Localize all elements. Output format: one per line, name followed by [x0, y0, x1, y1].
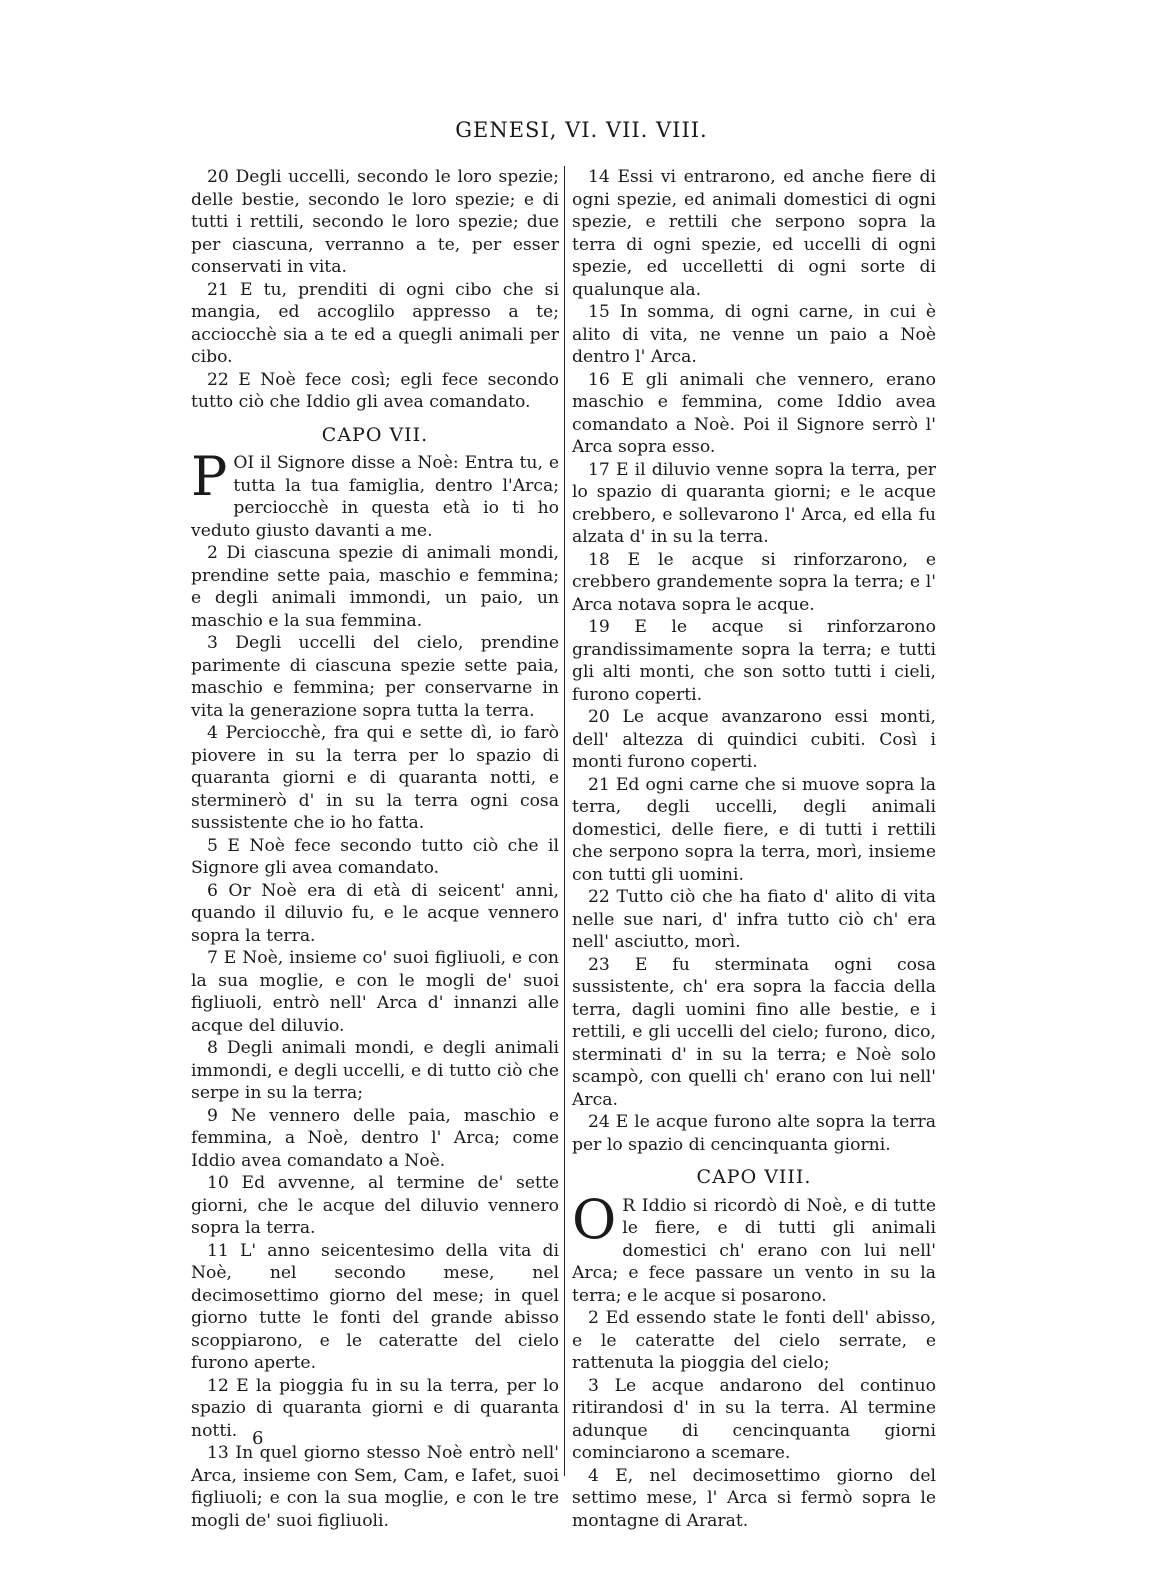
verse: 16 E gli animali che vennero, erano maschio e femmina, come Iddio avea comandato a Noè. Poi il Signore serrò l' Arca sopra esso.: [572, 369, 936, 457]
chapter-title: CAPO VIII.: [696, 1166, 812, 1188]
verse: 20 Le acque avanzarono essi monti, dell' altezza di quindici cubiti. Così i monti furono coperti.: [572, 707, 936, 772]
verse: 18 E le acque si rinforzarono, e crebbero grandemente sopra la terra; e l' Arca notava sopra le acque.: [572, 549, 936, 615]
verse: 5 E Noè fece secondo tutto ciò che il Signore gli avea comandato.: [191, 835, 559, 878]
verse: 23 E fu sterminata ogni cosa sussistente, ch' era sopra la faccia della terra, dagli uomini fino alle bestie, e i rettili, e gli uccelli del cielo; furono, dico, sterminati d' in su la terra; e Noè solo scampò, con quelli ch' erano con lui nell' Arca.: [572, 954, 936, 1110]
verse: 2 Di ciascuna spezie di animali mondi, prendine sette paia, maschio e femmina; e degli animali immondi, un paio, un maschio e la sua femmina.: [191, 543, 559, 631]
verse: 20 Degli uccelli, secondo le loro spezie; delle bestie, secondo le loro spezie; e di tutti i rettili, secondo le loro spezie; due per ciascuna, verranno a te, per esser conservati in vita.: [191, 167, 559, 277]
verse: 12 E la pioggia fu in su la terra, per lo spazio di quaranta giorni e di quaranta notti.: [191, 1375, 559, 1441]
signature-mark: 6: [252, 1428, 264, 1449]
verse: 24 E le acque furono alte sopra la terra per lo spazio di cencinquanta giorni.: [572, 1112, 936, 1155]
verse: 15 In somma, di ogni carne, in cui è alito di vita, ne venne un paio a Noè dentro l' Arca.: [572, 302, 936, 367]
verse: 4 Perciocchè, fra qui e sette dì, io farò piovere in su la terra per lo spazio di quaranta giorni e di quaranta notti, e sterminerò d' in su la terra ogni cosa sussistente che io ho fatta.: [191, 723, 559, 833]
verse: 13 In quel giorno stesso Noè entrò nell' Arca, insieme con Sem, Cam, e Iafet, suoi figliuoli; e con la sua moglie, e con le tre mogli de' suoi figliuoli.: [191, 1443, 559, 1531]
chapter-opening-text: R Iddio si ricordò di Noè, e di tutte le fiere, e di tutti gli animali domestici ch' erano con lui nell' Arca; e fece passare un vento in su la terra; e le acque si posarono.: [572, 1195, 936, 1306]
chapter-opening-paragraph: [191, 445, 559, 542]
verse: 7 E Noè, insieme co' suoi figliuoli, e con la sua moglie, e con le mogli de' suoi figliuoli, entrò nell' Arca d' innanzi alle acque del diluvio.: [191, 948, 559, 1036]
verse: 22 E Noè fece così; egli fece secondo tutto ciò che Iddio gli avea comandato.: [191, 369, 559, 412]
verse: 3 Le acque andarono del continuo ritirandosi d' in su la terra. Al termine adunque di cencinquanta giorni cominciarono a scemare.: [572, 1375, 936, 1463]
verse: 2 Ed essendo state le fonti dell' abisso, e le cateratte del cielo serrate, e rattenuta la pioggia del cielo;: [572, 1308, 936, 1373]
verse: 22 Tutto ciò che ha fiato d' alito di vita nelle sue nari, d' infra tutto ciò ch' era nell' asciutto, morì.: [572, 887, 936, 952]
verse: 14 Essi vi entrarono, ed anche fiere di ogni spezie, ed animali domestici di ogni spezie, e rettili che serpono sopra la terra di ogni spezie, ed uccelli di ogni spezie, ed uccelletti di ogni sorte di qualunque ala.: [572, 167, 936, 300]
chapter-title: CAPO VII.: [321, 423, 429, 446]
verse: 6 Or Noè era di età di seicent' anni, quando il diluvio fu, e le acque vennero sopra la terra.: [191, 880, 559, 946]
chapter-opening-paragraph: [572, 1187, 936, 1308]
verse: 3 Degli uccelli del cielo, prendine parimente di ciascuna spezie sette paia, maschio e femmina; per conservarne in vita la generazione sopra tutta la terra.: [191, 633, 559, 721]
verse: 21 Ed ogni carne che si muove sopra la terra, degli uccelli, degli animali domestici, delle fiere, e di tutti i rettili che serpono sopra la terra, morì, insieme con tutti gli uomini.: [572, 774, 936, 885]
verse: 11 L' anno seicentesimo della vita di Noè, nel secondo mese, nel decimosettimo giorno del mese; in quel giorno tutte le fonti del grande abisso scoppiarono, e le cateratte del cielo furono aperte.: [191, 1240, 559, 1373]
verse: 8 Degli animali mondi, e degli animali immondi, e degli uccelli, e di tutto ciò che serpe in su la terra;: [191, 1038, 559, 1103]
chapter-opening-text: OI il Signore disse a Noè: Entra tu, e tutta la tua famiglia, dentro l'Arca; perciocchè in questa età io ti ho veduto giusto davanti a me.: [191, 453, 559, 541]
verse: 9 Ne vennero delle paia, maschio e femmina, a Noè, dentro l' Arca; come Iddio avea comandato a Noè.: [191, 1105, 559, 1171]
verse: 19 E le acque si rinforzarono grandissimamente sopra la terra; e tutti gli alti monti, che son sotto tutti i cieli, furono coperti.: [572, 617, 936, 705]
drop-cap: P: [191, 445, 228, 508]
verse: 4 E, nel decimosettimo giorno del settimo mese, l' Arca si fermò sopra le montagne di Ararat.: [572, 1465, 936, 1531]
verse: 10 Ed avvenne, al termine de' sette giorni, che le acque del diluvio vennero sopra la terra.: [191, 1173, 559, 1238]
left-column: [191, 166, 559, 1532]
verse: 17 E il diluvio venne sopra la terra, per lo spazio di quaranta giorni; e le acque crebbero, e sollevarono l' Arca, ed ella fu alzata d' in su la terra.: [572, 459, 936, 547]
column-divider: [564, 166, 565, 1476]
drop-cap: O: [572, 1187, 617, 1251]
right-column: [572, 166, 936, 1532]
running-title: GENESI, VI. VII. VIII.: [455, 118, 708, 142]
verse: 21 E tu, prenditi di ogni cibo che si mangia, ed accoglilo appresso a te; acciocchè sia a te ed a quegli animali per cibo.: [191, 279, 559, 367]
